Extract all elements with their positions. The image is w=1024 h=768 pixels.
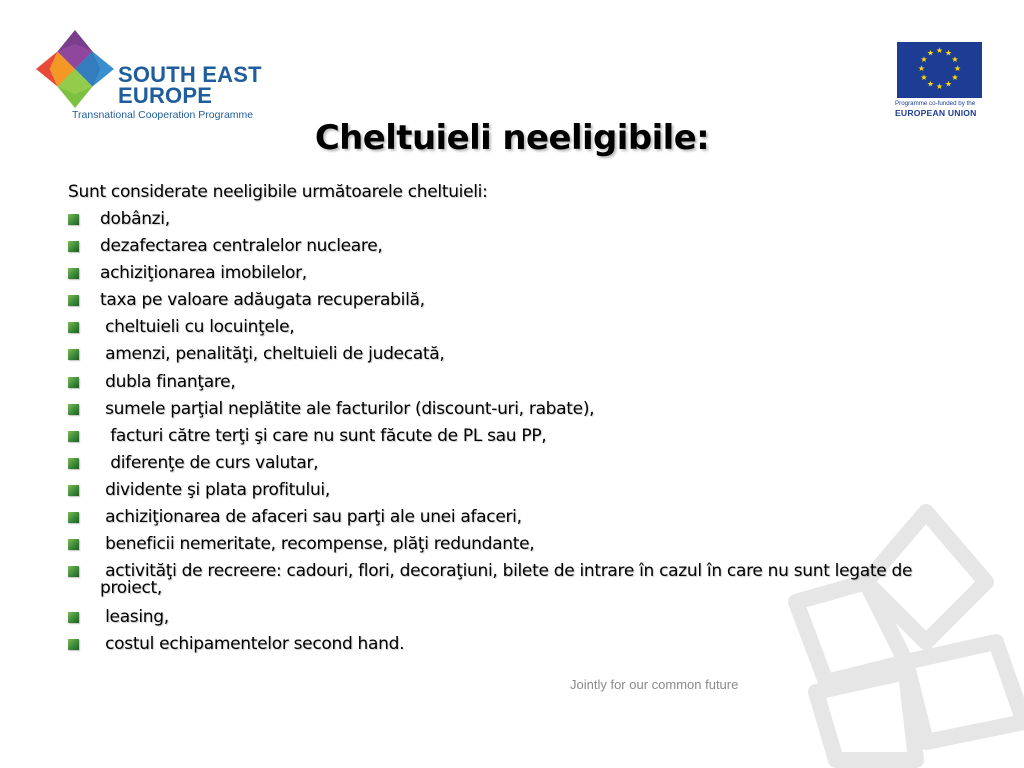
logo-name-line2: EUROPE [118, 83, 213, 108]
list-item [66, 506, 946, 528]
svg-text:★: ★ [951, 55, 959, 64]
square-bullet-icon [68, 377, 79, 388]
list-item-text: diferenţe de curs valutar, [100, 452, 319, 473]
svg-text:★: ★ [926, 79, 935, 89]
slide-content [66, 181, 946, 660]
list-item [66, 262, 946, 284]
square-bullet-icon [68, 612, 79, 623]
list-item [66, 289, 946, 311]
svg-text:★: ★ [953, 64, 962, 73]
expense-list [66, 208, 946, 655]
square-bullet-icon [68, 458, 79, 469]
square-bullet-icon [68, 539, 79, 550]
intro-text: Sunt considerate neeligibile următoarele cheltuieli: [68, 182, 488, 202]
logo-name [118, 64, 262, 106]
svg-text:★: ★ [917, 64, 926, 73]
svg-text:★: ★ [935, 82, 944, 91]
logo-name-line1: SOUTH EAST [118, 62, 262, 87]
list-item [66, 235, 946, 257]
tagline: Jointly for our common future [570, 677, 739, 692]
list-item [66, 560, 946, 597]
svg-text:★: ★ [944, 48, 953, 58]
eu-caption-programme: Programme co-funded by the [895, 100, 976, 107]
list-item-text: cheltuieli cu locuinţele, [100, 317, 295, 338]
list-item [66, 208, 946, 230]
square-bullet-icon [68, 512, 79, 523]
list-item [66, 316, 946, 338]
list-item-text: dubla finanţare, [100, 371, 236, 392]
svg-text:★: ★ [926, 48, 935, 58]
list-item [66, 479, 946, 501]
eu-logo [895, 42, 987, 122]
list-item-text: dobânzi, [100, 209, 170, 229]
svg-text:★: ★ [951, 73, 959, 82]
list-item-text: sumele parţial neplătite ale facturilor (discount-uri, rabate), [100, 398, 595, 419]
list-item-text: taxa pe valoare adăugata recuperabilă, [100, 290, 425, 311]
list-item-text: amenzi, penalităţi, cheltuieli de judecată, [100, 344, 445, 365]
list-item [66, 533, 946, 555]
list-item-text: achiziţionarea imobilelor, [100, 263, 307, 284]
square-bullet-icon [68, 431, 79, 442]
square-bullet-icon [68, 566, 79, 577]
eu-caption-union: EUROPEAN UNION [895, 108, 977, 118]
list-item-text: facturi către terţi şi care nu sunt făcute de PL sau PP, [100, 425, 547, 446]
list-item-text: beneficii nemeritate, recompense, plăţi redundante, [100, 534, 535, 555]
svg-text:★: ★ [944, 79, 953, 89]
square-bullet-icon [68, 485, 79, 496]
list-item [66, 606, 946, 628]
list-item-text: achiziţionarea de afaceri sau parţi ale unei afaceri, [100, 507, 522, 528]
svg-text:★: ★ [935, 46, 944, 55]
svg-text:★: ★ [920, 55, 928, 64]
list-item-text: activităţi de recreere: cadouri, flori, decoraţiuni, bilete de intrare în cazul în care nu sunt legate de proiect, [100, 561, 918, 599]
square-bullet-icon [68, 214, 79, 225]
square-bullet-icon [68, 295, 79, 306]
south-east-europe-logo [36, 30, 276, 125]
svg-text:★: ★ [920, 73, 928, 82]
slide-title: Cheltuieli neeligibile: [314, 118, 710, 158]
square-bullet-icon [68, 404, 79, 415]
eu-flag-icon [897, 42, 982, 98]
square-bullet-icon [68, 322, 79, 333]
square-bullet-icon [68, 639, 79, 650]
list-item [66, 425, 946, 447]
logo-subtitle: Transnational Cooperation Programme [72, 109, 254, 121]
list-item-text: dividente şi plata profitului, [100, 479, 330, 500]
list-item-text: costul echipamentelor second hand. [100, 634, 405, 655]
list-item [66, 343, 946, 365]
flower-logo-icon [36, 30, 114, 108]
square-bullet-icon [68, 241, 79, 252]
square-bullet-icon [68, 349, 79, 360]
list-item [66, 398, 946, 420]
square-bullet-icon [68, 268, 79, 279]
list-item-text: dezafectarea centralelor nucleare, [100, 236, 383, 257]
list-item [66, 452, 946, 474]
list-item [66, 371, 946, 393]
list-item-text: leasing, [100, 607, 169, 628]
list-item [66, 633, 946, 655]
